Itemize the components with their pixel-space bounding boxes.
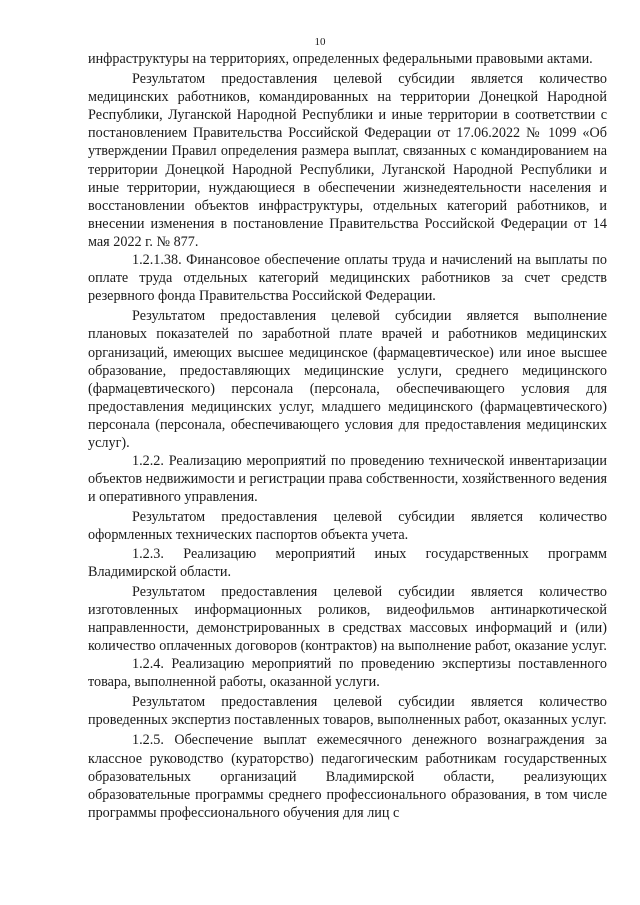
paragraph-1-2-4: 1.2.4. Реализацию мероприятий по проведению экспертизы поставленного товара, выполненной работы, оказанной услуги.	[88, 656, 607, 691]
paragraph-result-expertise: Результатом предоставления целевой субсидии является количество проведенных экспертиз поставленных товаров, выполненных работ, оказанных услуг.	[88, 694, 607, 729]
paragraph-1-2-1-38: 1.2.1.38. Финансовое обеспечение оплаты труда и начислений на выплаты по оплате труда отдельных категорий медицинских работников за счет средств резервного фонда Правительства Российской Федерации.	[88, 252, 607, 305]
paragraph-result-medical-staff: Результатом предоставления целевой субсидии является количество медицинских работников, командированных на территории Донецкой Народной Республики, Луганской Народной Республики и иные территории в соответствии с постановлением Правительства Российской Федерации от 17.06.2022 № 1099 «Об утверждении Правил определения размера выплат, связанных с командированием на территории Донецкой Народной Республики, Луганской Народной Республики и иные территории, нуждающиеся в обеспечении жизнедеятельности населения и восстановлении объектов инфраструктуры, отдельных категорий работников, и внесении изменения в постановление Правительства Российской Федерации от 14 мая 2022 г. № 877.	[88, 71, 607, 250]
paragraph-result-videos: Результатом предоставления целевой субсидии является количество изготовленных информационных роликов, видеофильмов антинаркотической направленности, демонстрированных в средствах массовых информаций и (или) количество оплаченных договоров (контрактов) на выполнение работ, оказание услуг.	[88, 583, 607, 654]
paragraph-1-2-5: 1.2.5. Обеспечение выплат ежемесячного денежного вознаграждения за классное руководство (кураторство) педагогическим работникам государственных образовательных организаций Владимирской области, реализующих образовательные программы среднего профессионального образования, в том числе программы профессионального обучения для лиц с	[88, 732, 607, 821]
paragraph-result-passports: Результатом предоставления целевой субсидии является количество оформленных технических паспортов объекта учета.	[88, 509, 607, 544]
paragraph-result-salary: Результатом предоставления целевой субсидии является выполнение плановых показателей по заработной плате врачей и работников медицинских организаций, имеющих высшее медицинское (фармацевтическое) или иное высшее образование, предоставляющих медицинские услуги, среднего медицинского (фармацевтического) персонала (персонала, обеспечивающего условия для предоставления медицинских услуг, младшего медицинского (фармацевтического) персонала (персонала, обеспечивающего условия для предоставления медицинских услуг).	[88, 308, 607, 451]
document-body	[88, 50, 607, 822]
paragraph-1-2-3: 1.2.3. Реализацию мероприятий иных государственных программ Владимирской области.	[88, 545, 607, 580]
paragraph-1-2-2: 1.2.2. Реализацию мероприятий по проведению технической инвентаризации объектов недвижимости и регистрации права собственности, хозяйственного ведения и оперативного управления.	[88, 453, 607, 506]
paragraph-continuation: инфраструктуры на территориях, определенных федеральными правовыми актами.	[88, 51, 593, 67]
page-number: 10	[314, 36, 326, 48]
